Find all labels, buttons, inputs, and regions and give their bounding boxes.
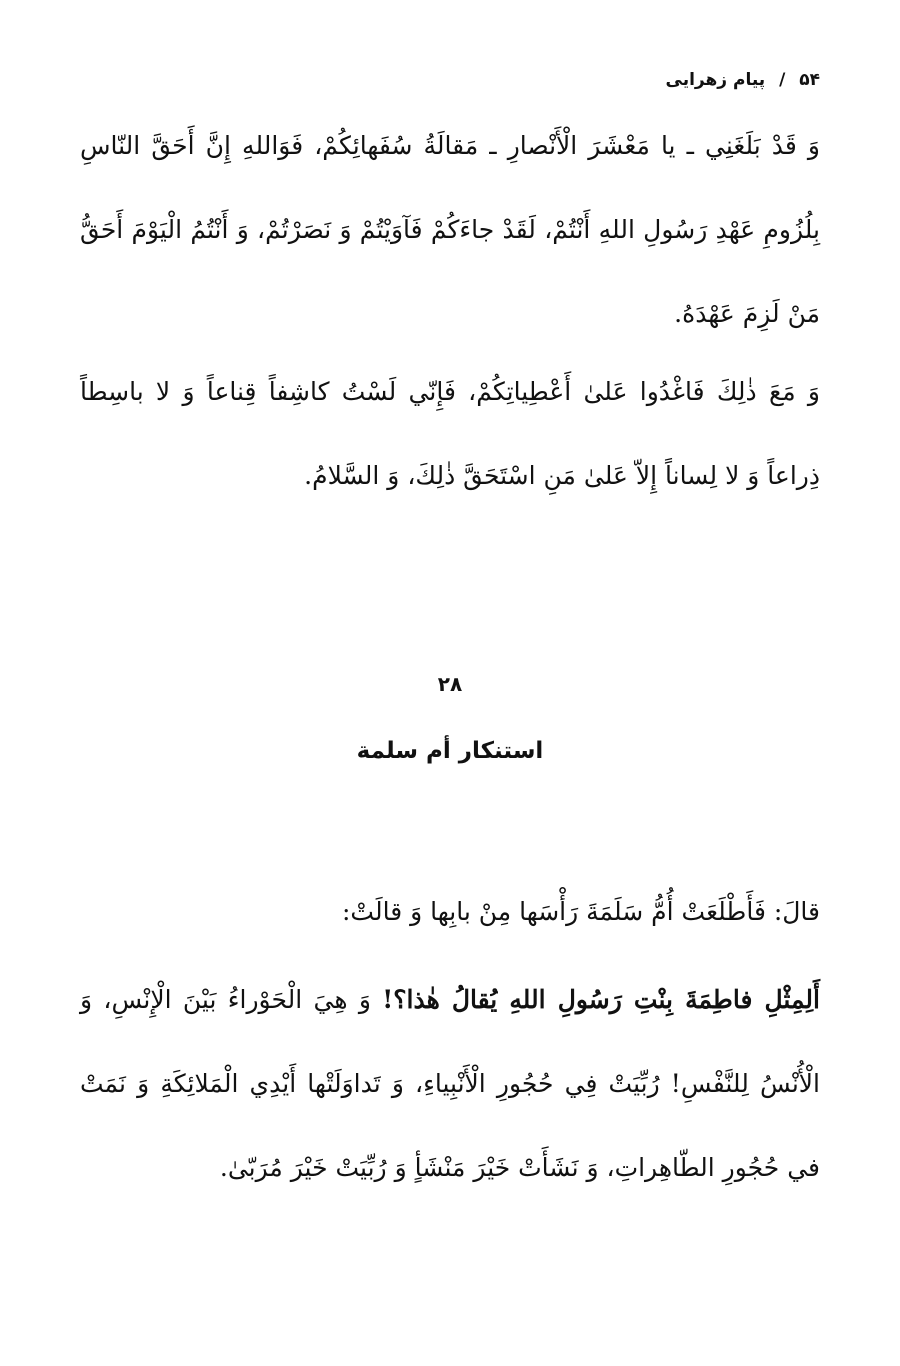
section-title: استنكار أم سلمة <box>356 738 544 764</box>
section-number: ۲۸ <box>437 672 463 696</box>
paragraph-closing: وَ مَعَ ذٰلِكَ فَاغْدُوا عَلىٰ أَعْطِياتِكُمْ، فَإِنّي لَسْتُ كاشِفاً قِناعاً وَ لا باسِطاً ذِراعاً وَ لا لِساناً إِلاّ عَلىٰ مَنِ اسْتَحَقَّ ذٰلِكَ، وَ السَّلامُ. <box>80 377 820 490</box>
paragraph-intro: قالَ: فَأَطْلَعَتْ أُمُّ سَلَمَةَ رَأْسَها مِنْ بابِها وَ قالَتْ: <box>341 897 820 926</box>
book-title: پیام زهرایی <box>665 70 766 90</box>
paragraph-umm-salama <box>80 958 820 1210</box>
paragraph-umm-salama-body: وَ هِيَ الْحَوْراءُ بَيْنَ الْإِنْسِ، وَ الْأُنْسُ لِلنَّفْسِ! رُبِّيَتْ فِي حُجُورِ الْأَنْبِياءِ، وَ تَداوَلَتْها أَيْدِي الْمَلائِكَةِ وَ نَمَتْ في حُجُورِ الطّاهِراتِ، وَ نَشَأَتْ خَيْرَ مَنْشَأٍ وَ رُبِّيَتْ خَيْرَ مُرَبّىٰ. <box>80 985 820 1182</box>
paragraph-umm-salama-question: أَلِمِثْلِ فاطِمَةَ بِنْتِ رَسُولِ اللهِ يُقالُ هٰذا؟! <box>382 985 820 1014</box>
page-header <box>666 70 820 90</box>
header-separator: / <box>779 70 786 90</box>
page-number: ۵۴ <box>799 70 820 90</box>
paragraph-ansar-speech: وَ قَدْ بَلَغَنِي ـ يا مَعْشَرَ الْأَنْصارِ ـ مَقالَةُ سُفَهائِكُمْ، فَوَاللهِ إِنَّ أَحَقَّ النّاسِ بِلُزُومِ عَهْدِ رَسُولِ اللهِ أَنْتُمْ، لَقَدْ جاءَكُمْ فَآوَيْتُمْ وَ نَصَرْتُمْ، وَ أَنْتُمُ الْيَوْمَ أَحَقُّ مَنْ لَزِمَ عَهْدَهُ. <box>80 131 821 328</box>
